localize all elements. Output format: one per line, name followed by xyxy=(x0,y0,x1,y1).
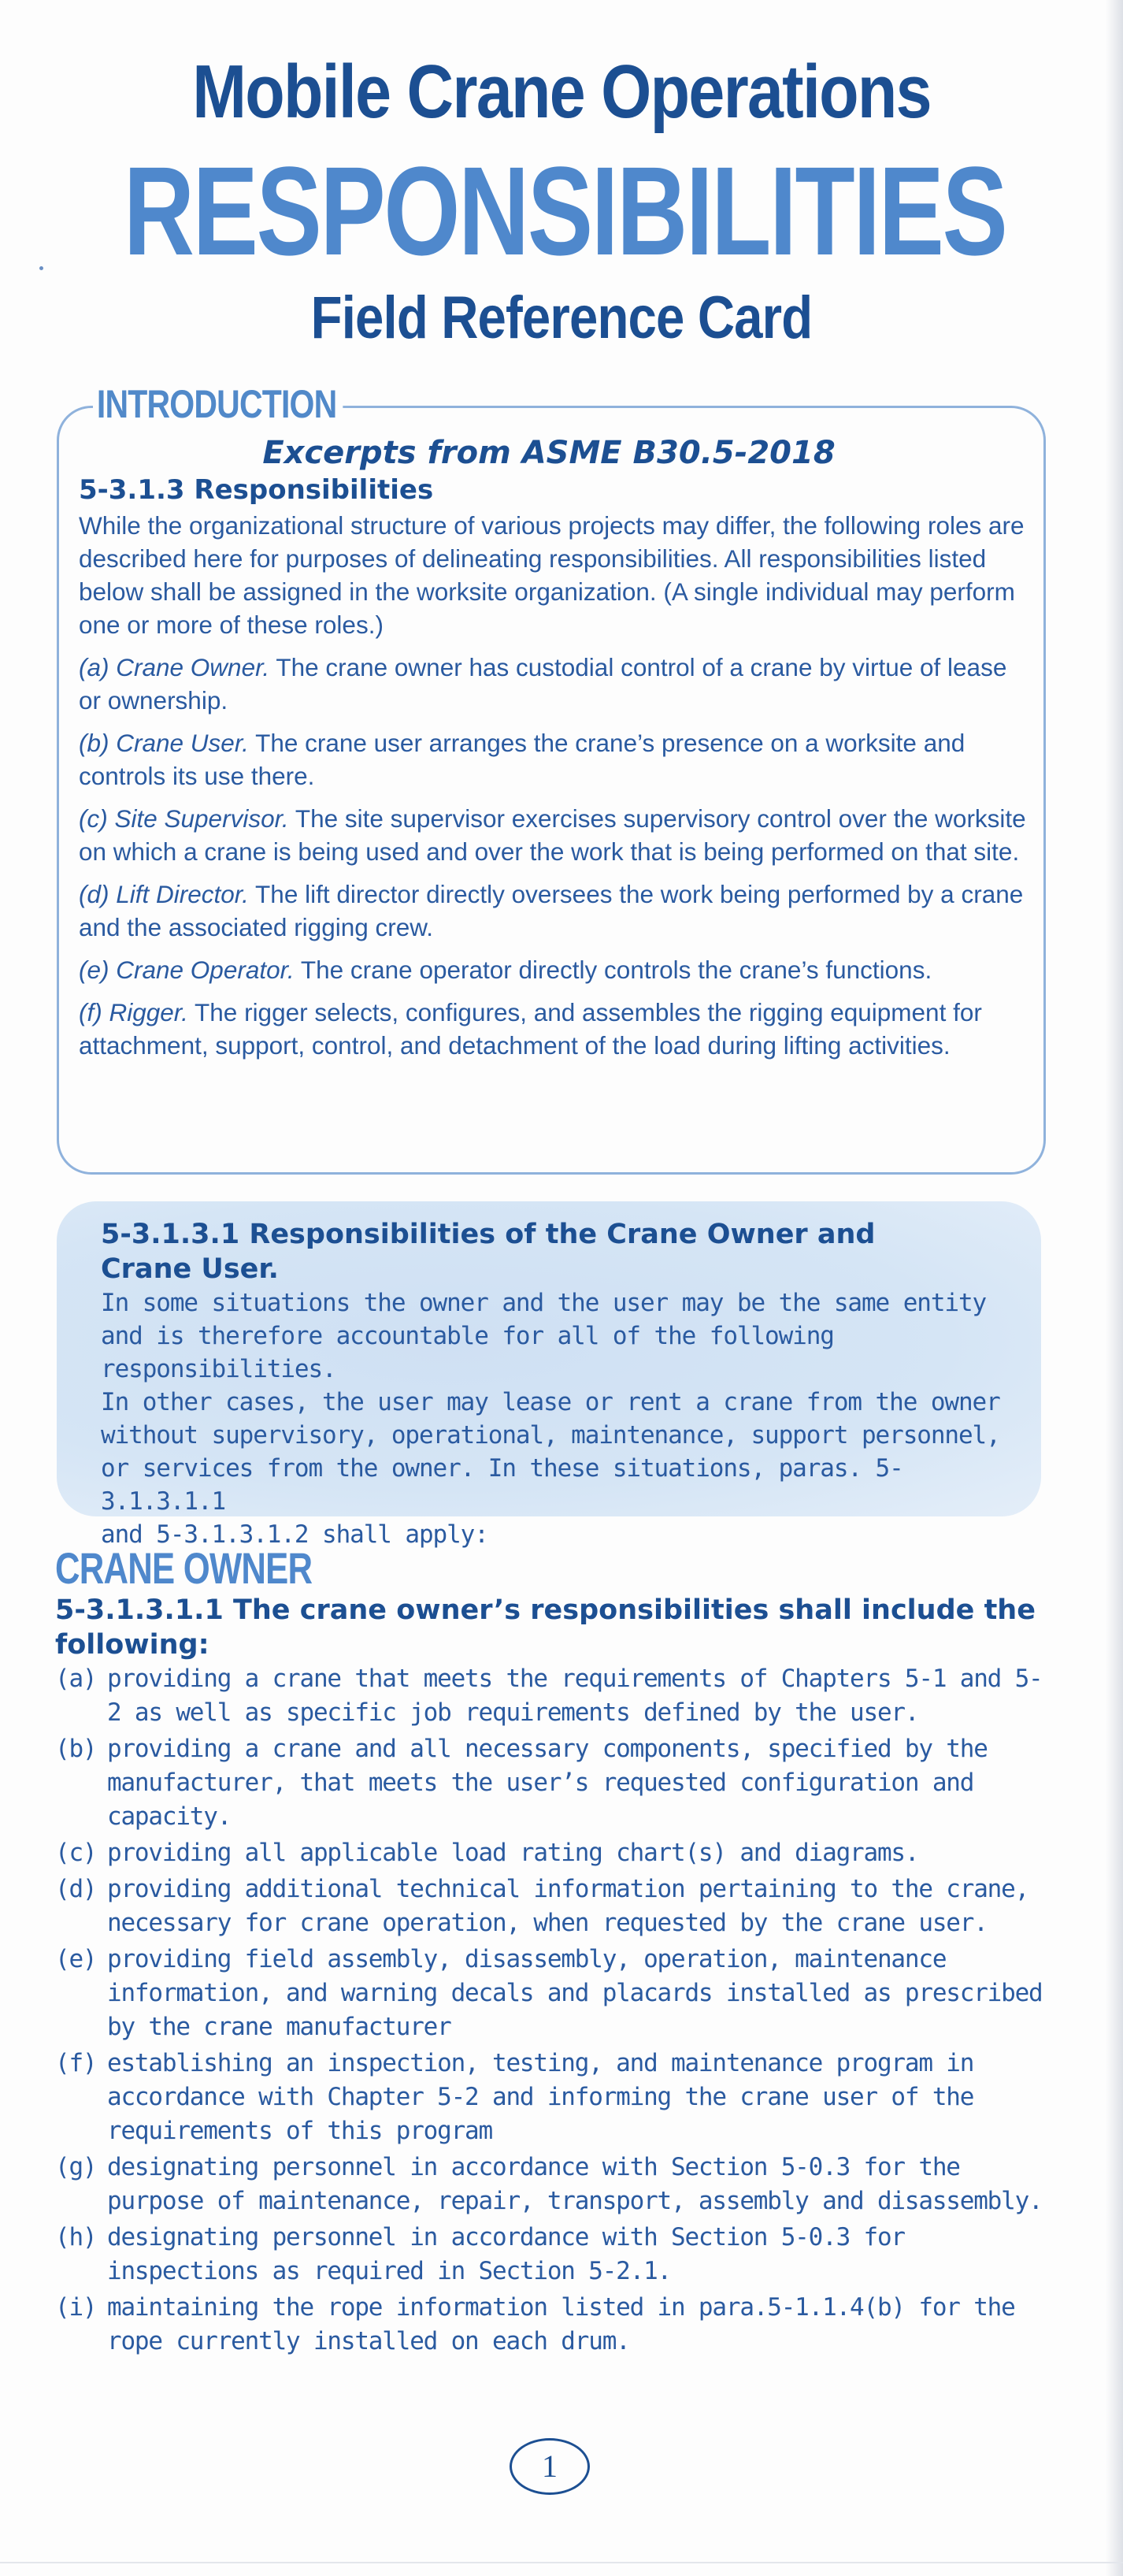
item-text: providing a crane and all necessary components, specified by the manufacturer, that meets the user’s requested configuration and capacity. xyxy=(107,1735,988,1831)
owner-user-line: without supervisory, operational, maintenance, support personnel, xyxy=(101,1421,1000,1449)
bottom-edge-line xyxy=(0,2562,1123,2563)
item-text: maintaining the rope information listed in para.5-1.1.4(b) for the rope currently installed on each drum. xyxy=(107,2293,1015,2355)
list-item xyxy=(55,2291,1047,2359)
excerpts-heading: Excerpts from ASME B30.5-2018 xyxy=(262,435,836,471)
item-text: providing field assembly, disassembly, operation, maintenance information, and warning decals and placards installed as prescribed by the crane manufacturer xyxy=(107,1945,1043,2041)
role-text: The rigger selects, configures, and assembles the rigging equipment for attachment, support, control, and detachment of the load during lifting activities. xyxy=(79,998,982,1060)
role-text: The crane operator directly controls the crane’s functions. xyxy=(294,956,932,984)
section-heading: 5-3.1.3 Responsibilities xyxy=(79,474,434,506)
role-text: The lift director directly oversees the work being performed by a crane and the associated rigging crew. xyxy=(79,880,1024,941)
role-crane-operator xyxy=(79,953,1032,986)
item-marker: (d) xyxy=(55,1875,97,1903)
list-item xyxy=(55,2151,1047,2218)
item-text: providing additional technical information pertaining to the crane, necessary for crane operation, when requested by the crane user. xyxy=(107,1875,1029,1937)
crane-owner-list xyxy=(55,1662,1047,2361)
owner-user-heading-line-1: 5-3.1.3.1 Responsibilities of the Crane Owner and xyxy=(101,1219,876,1250)
item-marker: (i) xyxy=(55,2293,97,2322)
role-term: (e) Crane Operator. xyxy=(79,956,295,984)
introduction-content xyxy=(79,474,1032,1071)
list-item xyxy=(55,1836,1047,1870)
role-lift-director xyxy=(79,878,1032,944)
item-marker: (h) xyxy=(55,2223,97,2251)
role-term: (b) Crane User. xyxy=(79,729,249,757)
item-marker: (a) xyxy=(55,1665,97,1693)
page-number: 1 xyxy=(510,2438,590,2495)
role-term: (d) Lift Director. xyxy=(79,880,249,908)
list-item xyxy=(55,1732,1047,1834)
role-text: The site supervisor exercises supervisory control over the worksite on which a crane is being used and over the work that is being performed on that site. xyxy=(79,804,1026,866)
title-field-reference-card: Field Reference Card xyxy=(310,284,813,351)
item-marker: (g) xyxy=(55,2153,97,2181)
role-site-supervisor xyxy=(79,802,1032,868)
item-text: establishing an inspection, testing, and maintenance program in accordance with Chapter 5-2 and informing the crane user of the requirements of this program xyxy=(107,2049,974,2145)
list-item xyxy=(55,2221,1047,2288)
item-text: providing all applicable load rating chart(s) and diagrams. xyxy=(107,1839,919,1867)
intro-paragraph: While the organizational structure of various projects may differ, the following roles are described here for purposes of delineating responsibilities. All responsibilities listed below shall be assigned in the worksite organization. (A single individual may perform one or more of these roles.) xyxy=(79,511,1025,639)
item-marker: (c) xyxy=(55,1839,97,1867)
role-crane-owner xyxy=(79,651,1032,717)
list-item xyxy=(55,2047,1047,2148)
role-text: The crane owner has custodial control of a crane by virtue of lease or ownership. xyxy=(79,653,1007,715)
owner-user-line: and 5-3.1.3.1.2 shall apply: xyxy=(101,1520,488,1549)
role-text: The crane user arranges the crane’s presence on a worksite and controls its use there. xyxy=(79,729,965,790)
owner-user-content xyxy=(101,1217,1006,1551)
list-item xyxy=(55,1662,1047,1730)
role-term: (c) Site Supervisor. xyxy=(79,804,289,833)
item-marker: (e) xyxy=(55,1945,97,1973)
crane-owner-title: CRANE OWNER xyxy=(55,1543,313,1593)
owner-user-line: or services from the owner. In these situations, paras. 5-3.1.3.1.1 xyxy=(101,1454,903,1516)
list-item xyxy=(55,1943,1047,2044)
list-item xyxy=(55,1873,1047,1940)
title-line-1: Mobile Crane Operations xyxy=(192,50,931,134)
crane-owner-heading: 5-3.1.3.1.1 The crane owner’s responsibilities shall include the following: xyxy=(55,1594,1036,1661)
speck xyxy=(39,266,43,270)
item-text: designating personnel in accordance with Section 5-0.3 for inspections as required in Section 5-2.1. xyxy=(107,2223,905,2285)
owner-user-line: In some situations the owner and the user may be the same entity xyxy=(101,1289,987,1317)
owner-user-heading-line-2: Crane User. xyxy=(101,1253,279,1285)
item-marker: (b) xyxy=(55,1735,97,1763)
role-term: (f) Rigger. xyxy=(79,998,188,1026)
item-text: providing a crane that meets the requirements of Chapters 5-1 and 5-2 as well as specific job requirements defined by the user. xyxy=(107,1665,1043,1727)
owner-user-line: and is therefore accountable for all of the following responsibilities. xyxy=(101,1322,834,1383)
role-term: (a) Crane Owner. xyxy=(79,653,270,681)
page-edge-shadow xyxy=(1106,0,1123,2576)
item-marker: (f) xyxy=(55,2049,97,2077)
role-rigger xyxy=(79,996,1032,1062)
introduction-label: INTRODUCTION xyxy=(93,381,343,427)
item-text: designating personnel in accordance with Section 5-0.3 for the purpose of maintenance, repair, transport, assembly and disassembly. xyxy=(107,2153,1043,2215)
title-responsibilities: RESPONSIBILITIES xyxy=(123,140,1006,281)
role-crane-user xyxy=(79,726,1032,792)
owner-user-line: In other cases, the user may lease or rent a crane from the owner xyxy=(101,1388,1000,1416)
